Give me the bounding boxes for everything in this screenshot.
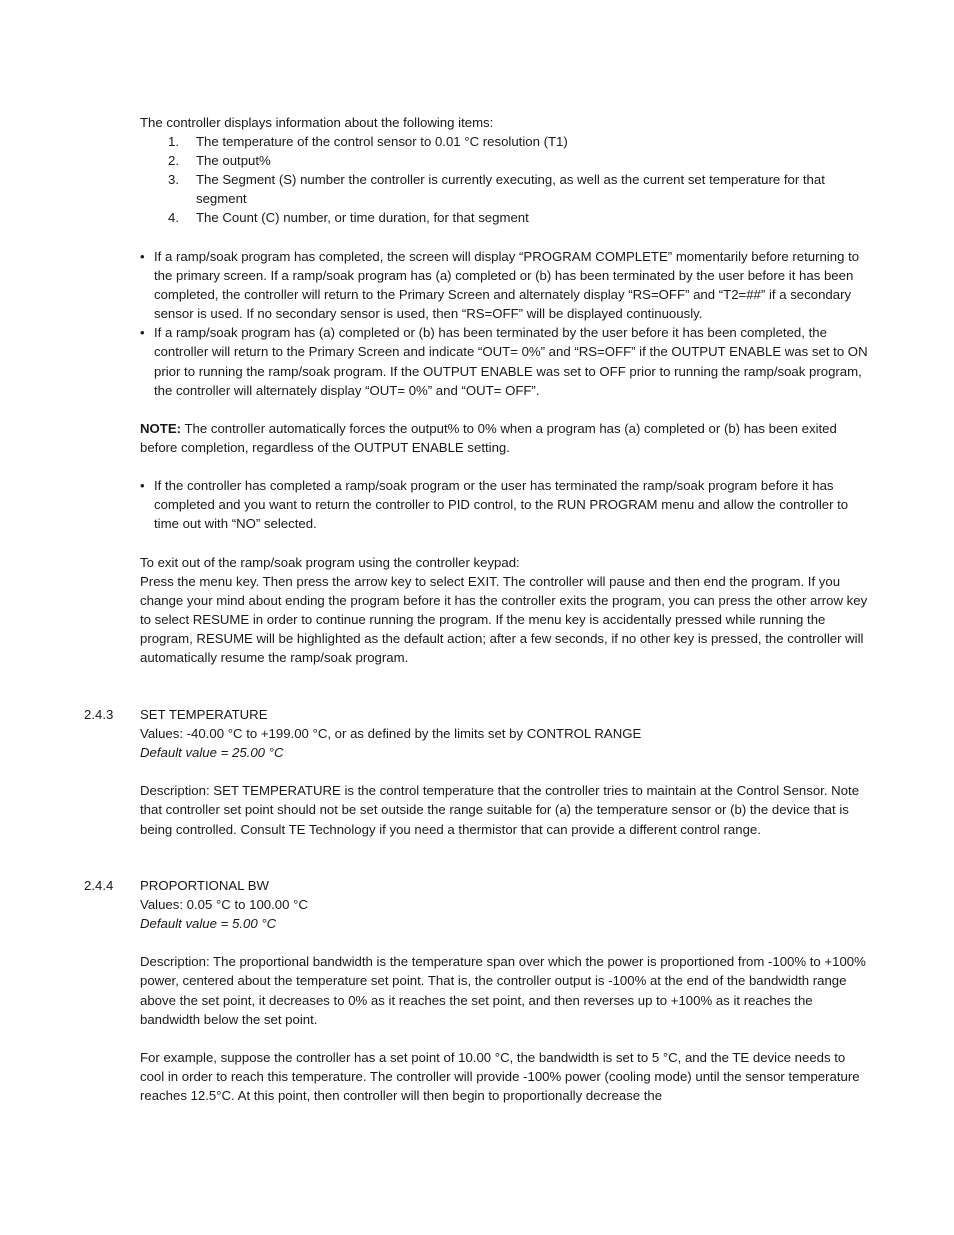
section-default: Default value = 5.00 °C: [140, 916, 277, 932]
section-default: Default value = 25.00 °C: [140, 745, 284, 761]
bullet-item: • If a ramp/soak program has completed, the screen will display “PROGRAM COMPLETE” momentarily before returning to the primary screen. If a ramp/soak program has (a) completed or (b) has been terminated by the user before it has been completed, the controller will return to the Primary Screen and alternately display “RS=OFF” and “T2=##” if a secondary sensor is used. If no secondary sensor is used, then “RS=OFF” will be displayed continuously.: [140, 247, 868, 323]
exit-instructions: Press the menu key. Then press the arrow key to select EXIT. The controller will pause and then end the program. If you change your mind about ending the program before it has the controller exits the program, you can press the other arrow key to select RESUME in order to continue running the program. If the menu key is accidentally pressed while running the program, RESUME will be highlighted as the default action; after a few seconds, if no other key is pressed, the controller will automatically resume the ramp/soak program.: [140, 573, 868, 665]
bullet-item: • If the controller has completed a ramp/soak program or the user has terminated the ramp/soak program before it has completed and you want to return the controller to PID control, to the RUN PROGRAM menu and allow the controller to time out with “NO” selected.: [140, 476, 868, 533]
display-info-lead: The controller displays information about the following items:: [140, 115, 494, 130]
list-item: 3. The Segment (S) number the controller is currently executing, as well as the current set temperature for that segment: [168, 172, 825, 207]
section-values: Values: 0.05 °C to 100.00 °C: [140, 897, 308, 913]
section-number: 2.4.3: [84, 707, 114, 722]
section-number: 2.4.4: [84, 878, 114, 893]
note-paragraph: [140, 419, 868, 457]
display-info-list: [140, 132, 868, 227]
section-2-4-3: [84, 705, 868, 839]
pid-return-bullets: [140, 476, 868, 533]
exit-lead: To exit out of the ramp/soak program using the controller keypad:: [140, 554, 520, 570]
program-status-section: [140, 247, 868, 667]
section-values: Values: -40.00 °C to +199.00 °C, or as defined by the limits set by CONTROL RANGE: [140, 726, 642, 742]
note-label: NOTE:: [140, 420, 182, 436]
section-2-4-4: [84, 876, 868, 1105]
display-info-section: [140, 113, 868, 228]
list-item: 1. The temperature of the control sensor to 0.01 °C resolution (T1): [168, 134, 568, 150]
section-title: PROPORTIONAL BW: [140, 878, 269, 893]
section-title: SET TEMPERATURE: [140, 707, 268, 722]
section-description: Description: The proportional bandwidth is the temperature span over which the power is proportioned from -100% to +100% power, centered about the temperature set point. That is, the controller output is -100% at the end of the bandwidth range above the set point, it decreases to 0% as it reaches the set point, and then reverses up to +100% as it reaches the bandwidth below the set point.: [140, 954, 866, 1027]
section-description: Description: SET TEMPERATURE is the control temperature that the controller tries to maintain at the Control Sensor. Note that controller set point should not be set outside the range suitable for (a) the temperature sensor or (b) the device that is being controlled. Consult TE Technology if you need a thermistor that can provide a different control range.: [140, 783, 860, 837]
program-status-bullets: [140, 247, 868, 400]
bullet-item: • If a ramp/soak program has (a) completed or (b) has been terminated by the user before it has been completed, the controller will return to the Primary Screen and indicate “OUT= 0%” and “RS=OFF” if the OUTPUT ENABLE was set to ON prior to running the ramp/soak program. If the OUTPUT ENABLE was set to OFF prior to running the ramp/soak program, the controller will alternately display “OUT= 0%” and “OUT= OFF”.: [140, 323, 868, 399]
list-item: 2. The output%: [168, 153, 271, 169]
note-text: The controller automatically forces the output% to 0% when a program has (a) completed or (b) has been exited before completion, regardless of the OUTPUT ENABLE setting.: [140, 420, 837, 455]
section-example: For example, suppose the controller has a set point of 10.00 °C, the bandwidth is set to 5 °C, and the TE device needs to cool in order to reach this temperature. The controller will provide -100% power (cooling mode) until the sensor temperature reaches 12.5°C. At this point, then controller will then begin to proportionally decrease the: [140, 1049, 860, 1104]
list-item: 4. The Count (C) number, or time duration, for that segment: [168, 210, 529, 226]
